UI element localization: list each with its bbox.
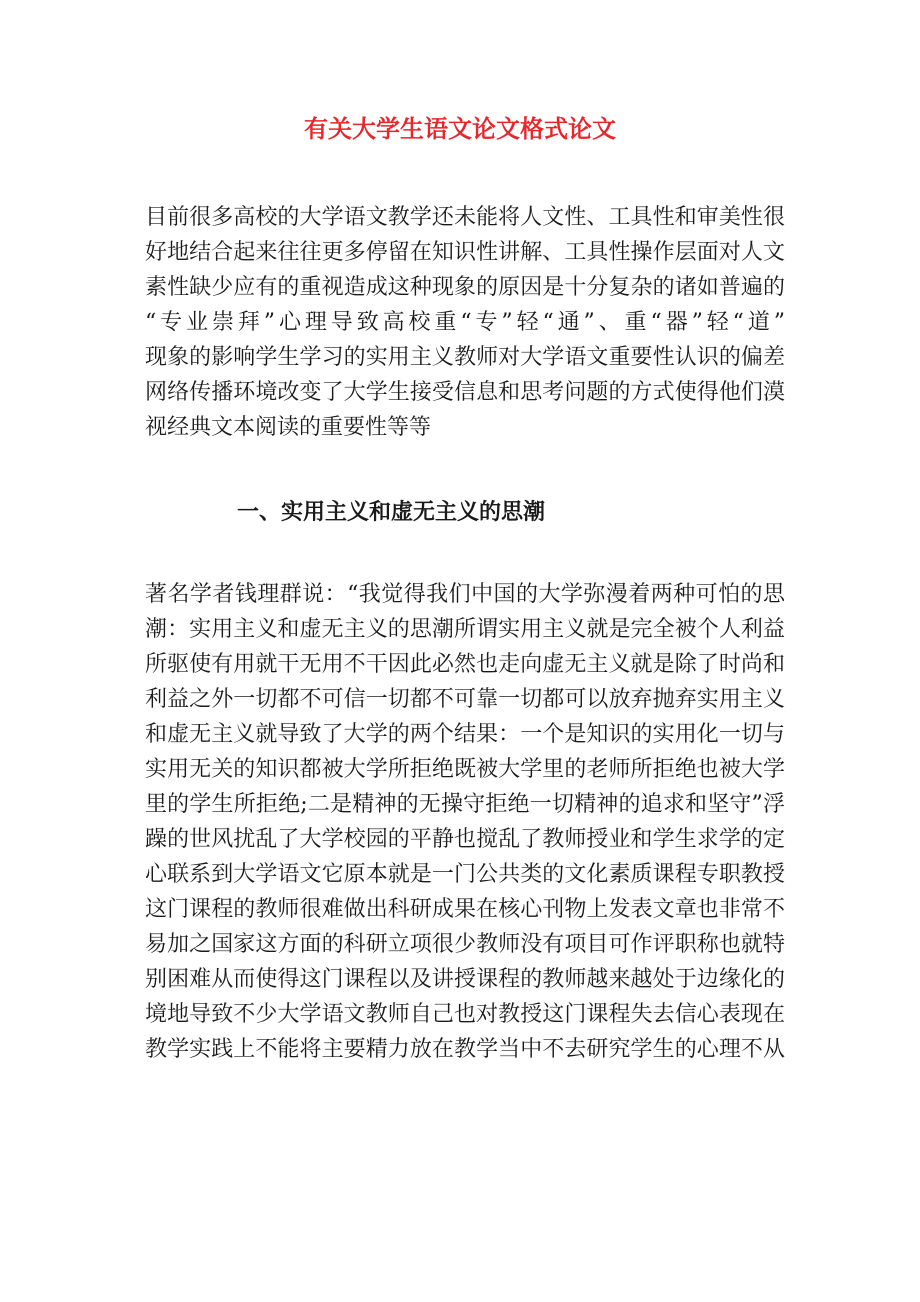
paragraph-line: 视经典文本阅读的重要性等等 bbox=[145, 415, 432, 440]
paragraph-line: 心联系到大学语文它原本就是一门公共类的文化素质课程专职教授 bbox=[145, 862, 785, 887]
paragraph-line: 好地结合起来往往更多停留在知识性讲解、工具性操作层面对人文 bbox=[145, 240, 785, 265]
paragraph-line: 所驱使有用就干无用不干因此必然也走向虚无主义就是除了时尚和 bbox=[145, 652, 785, 677]
paragraph-line: 别困难从而使得这门课程以及讲授课程的教师越来越处于边缘化的 bbox=[145, 967, 785, 992]
paragraph-line: 素性缺少应有的重视造成这种现象的原因是十分复杂的诸如普遍的 bbox=[145, 275, 785, 300]
paragraph-line: 躁的世风扰乱了大学校园的平静也搅乱了教师授业和学生求学的定 bbox=[145, 827, 785, 852]
paragraph-line: 境地导致不少大学语文教师自己也对教授这门课程失去信心表现在 bbox=[145, 1002, 785, 1027]
paragraph-line: 著名学者钱理群说：“我觉得我们中国的大学弥漫着两种可怕的思 bbox=[145, 582, 785, 607]
paragraph-line: “专业崇拜”心理导致高校重“专”轻“通”、重“器”轻“道” bbox=[145, 310, 785, 335]
paragraph-line: 潮：实用主义和虚无主义的思潮所谓实用主义就是完全被个人利益 bbox=[145, 617, 785, 642]
paragraph-intro bbox=[145, 200, 785, 445]
section-heading: 一、实用主义和虚无主义的思潮 bbox=[237, 499, 546, 525]
paragraph-main bbox=[145, 577, 785, 1067]
paragraph-line: 网络传播环境改变了大学生接受信息和思考问题的方式使得他们漠 bbox=[145, 380, 785, 405]
paragraph-line: 和虚无主义就导致了大学的两个结果：一个是知识的实用化一切与 bbox=[145, 722, 785, 747]
paragraph-line: 易加之国家这方面的科研立项很少教师没有项目可作评职称也就特 bbox=[145, 932, 785, 957]
paragraph-line: 现象的影响学生学习的实用主义教师对大学语文重要性认识的偏差 bbox=[145, 345, 785, 370]
paragraph-line: 实用无关的知识都被大学所拒绝既被大学里的老师所拒绝也被大学 bbox=[145, 757, 785, 782]
paragraph-line: 目前很多高校的大学语文教学还未能将人文性、工具性和审美性很 bbox=[145, 205, 785, 230]
paragraph-line: 里的学生所拒绝;二是精神的无操守拒绝一切精神的追求和坚守”浮 bbox=[145, 792, 785, 817]
paragraph-line: 利益之外一切都不可信一切都不可靠一切都可以放弃抛弃实用主义 bbox=[145, 687, 785, 712]
paragraph-line: 这门课程的教师很难做出科研成果在核心刊物上发表文章也非常不 bbox=[145, 897, 785, 922]
document-title: 有关大学生语文论文格式论文 bbox=[304, 114, 616, 143]
paragraph-line: 教学实践上不能将主要精力放在教学当中不去研究学生的心理不从 bbox=[145, 1037, 785, 1062]
